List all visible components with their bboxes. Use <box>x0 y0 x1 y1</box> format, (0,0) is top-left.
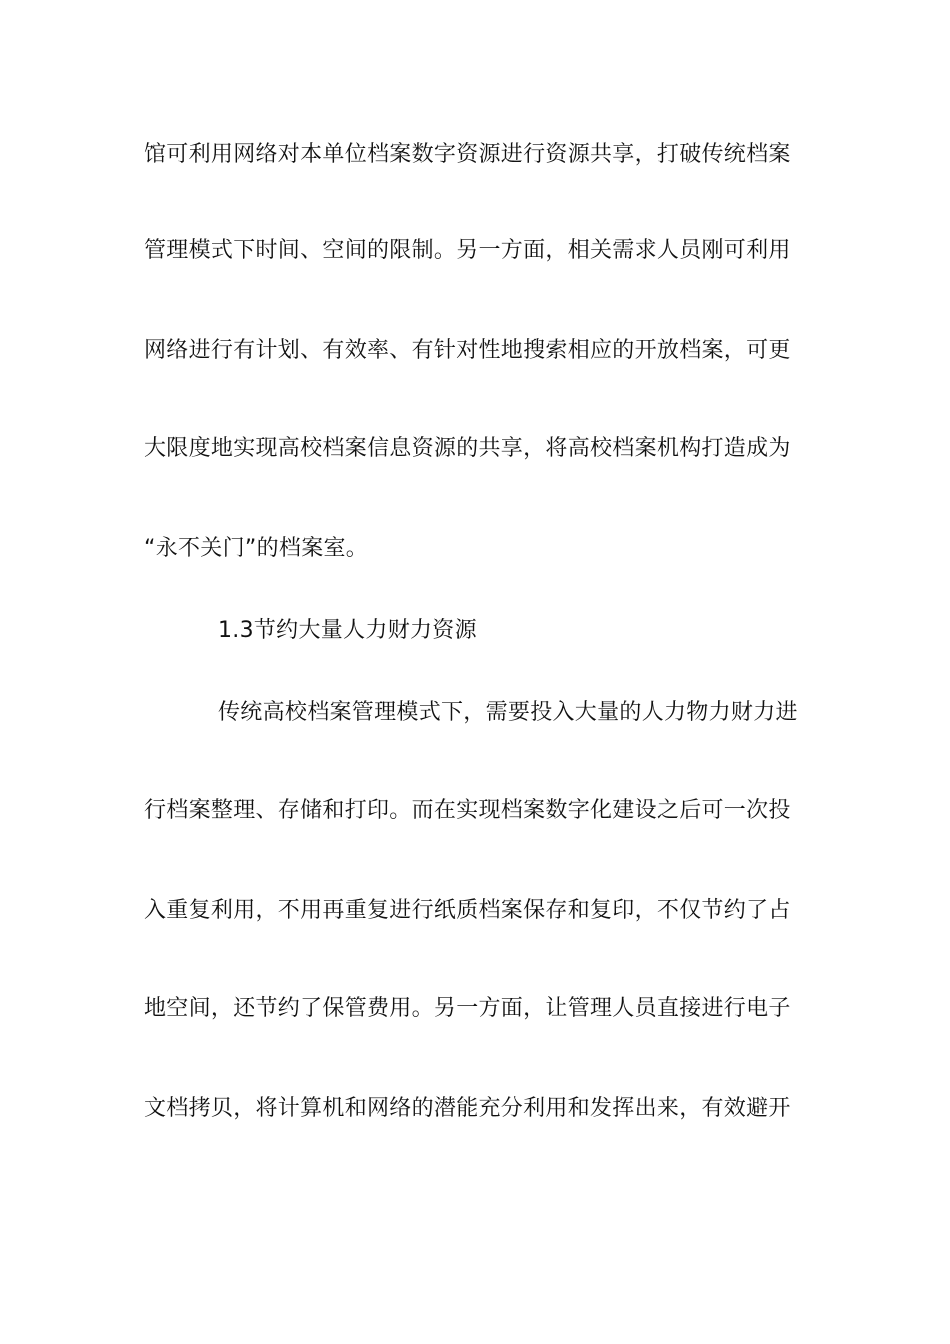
paragraph-2-line-3: 入重复利用，不用再重复进行纸质档案保存和复印，不仅节约了占 <box>144 898 791 923</box>
paragraph-2-line-1: 传统高校档案管理模式下，需要投入大量的人力物力财力进 <box>218 700 798 725</box>
paragraph-1-line-2: 管理模式下时间、空间的限制。另一方面，相关需求人员刚可利用 <box>144 238 791 263</box>
paragraph-1-line-1: 馆可利用网络对本单位档案数字资源进行资源共享，打破传统档案 <box>144 142 791 167</box>
section-heading: 1.3节约大量人力财力资源 <box>218 618 477 643</box>
paragraph-2-line-4: 地空间，还节约了保管费用。另一方面，让管理人员直接进行电子 <box>144 996 791 1021</box>
paragraph-1-line-5: “永不关门”的档案室。 <box>144 536 369 561</box>
paragraph-2-line-5: 文档拷贝，将计算机和网络的潜能充分利用和发挥出来，有效避开 <box>144 1096 791 1121</box>
paragraph-1-line-3: 网络进行有计划、有效率、有针对性地搜索相应的开放档案，可更 <box>144 338 791 363</box>
paragraph-2-line-2: 行档案整理、存储和打印。而在实现档案数字化建设之后可一次投 <box>144 798 791 823</box>
paragraph-1-line-4: 大限度地实现高校档案信息资源的共享，将高校档案机构打造成为 <box>144 436 791 461</box>
